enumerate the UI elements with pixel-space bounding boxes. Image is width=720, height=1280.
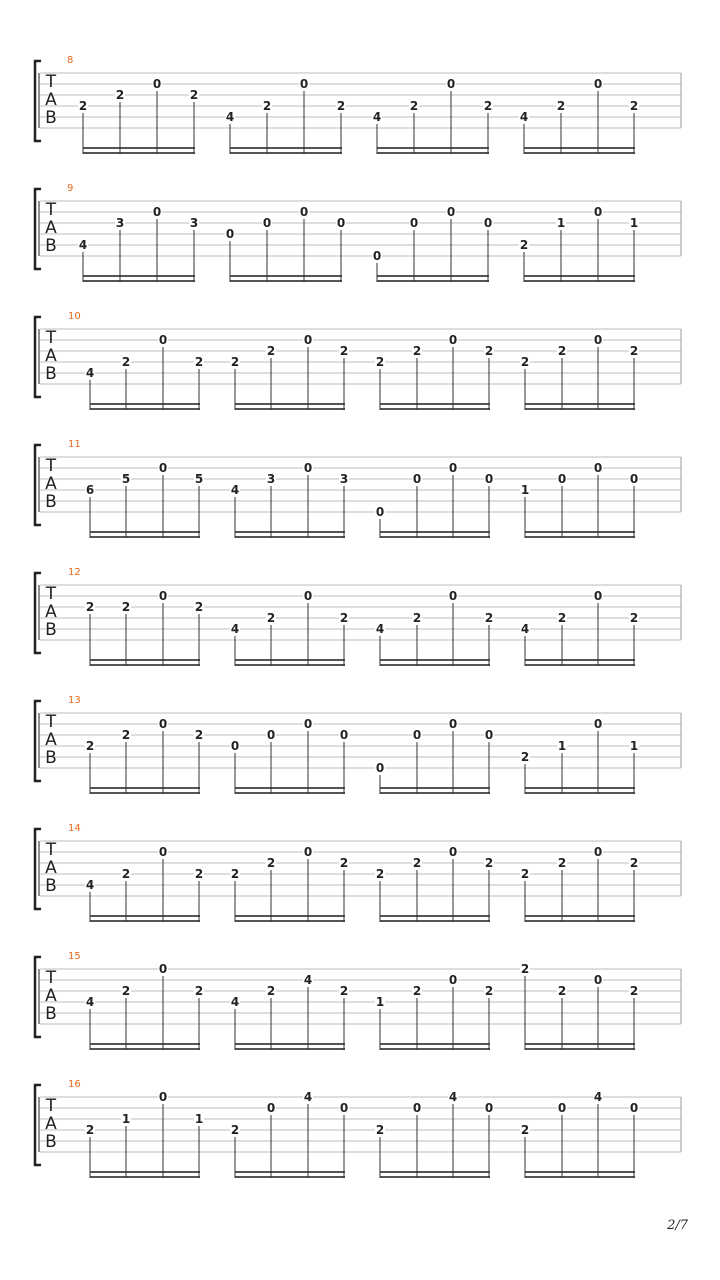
fret-number: 2 <box>121 984 131 998</box>
beam <box>377 152 489 154</box>
fret-number: 1 <box>557 739 567 753</box>
fret-number: 2 <box>115 88 125 102</box>
beam <box>83 280 195 282</box>
fret-number: 4 <box>230 622 240 636</box>
beam <box>380 536 490 538</box>
beam <box>235 531 345 533</box>
beam <box>380 659 490 661</box>
beam <box>380 531 490 533</box>
tab-clef-letter: T <box>45 840 57 860</box>
fret-number: 2 <box>520 867 530 881</box>
fret-number: 2 <box>483 99 493 113</box>
fret-number: 0 <box>303 333 313 347</box>
measure-number: 14 <box>68 823 81 834</box>
fret-number: 0 <box>448 973 458 987</box>
fret-number: 0 <box>152 77 162 91</box>
fret-number: 2 <box>85 1123 95 1137</box>
tab-clef-letter: T <box>45 328 57 348</box>
fret-number: 1 <box>121 1112 131 1126</box>
beam <box>90 787 200 789</box>
fret-number: 1 <box>629 216 639 230</box>
fret-number: 2 <box>266 611 276 625</box>
fret-number: 2 <box>266 344 276 358</box>
beam <box>90 1171 200 1173</box>
fret-number: 0 <box>448 717 458 731</box>
beam <box>235 659 345 661</box>
beam <box>525 915 635 917</box>
measure-number: 13 <box>68 695 81 706</box>
beam <box>524 275 635 277</box>
fret-number: 0 <box>266 1101 276 1115</box>
fret-number: 1 <box>629 739 639 753</box>
beam <box>524 280 635 282</box>
beam <box>377 275 489 277</box>
fret-number: 1 <box>556 216 566 230</box>
fret-number: 0 <box>448 589 458 603</box>
beam <box>230 147 342 149</box>
fret-number: 4 <box>375 622 385 636</box>
beam <box>235 920 345 922</box>
measure-number: 8 <box>67 55 74 66</box>
fret-number: 2 <box>375 1123 385 1137</box>
fret-number: 0 <box>158 333 168 347</box>
fret-number: 3 <box>339 472 349 486</box>
fret-number: 0 <box>448 461 458 475</box>
fret-number: 2 <box>557 984 567 998</box>
fret-number: 4 <box>85 995 95 1009</box>
beam <box>230 152 342 154</box>
fret-number: 2 <box>194 867 204 881</box>
fret-number: 0 <box>593 77 603 91</box>
beam <box>377 280 489 282</box>
fret-number: 0 <box>448 333 458 347</box>
beam <box>230 280 342 282</box>
measure-number: 9 <box>67 183 74 194</box>
beam <box>90 531 200 533</box>
fret-number: 3 <box>266 472 276 486</box>
fret-number: 2 <box>520 1123 530 1137</box>
fret-number: 4 <box>520 622 530 636</box>
fret-number: 0 <box>629 1101 639 1115</box>
measure-number: 15 <box>68 951 81 962</box>
fret-number: 0 <box>557 1101 567 1115</box>
beam <box>525 920 635 922</box>
beam <box>235 915 345 917</box>
beam <box>525 531 635 533</box>
fret-number: 0 <box>299 205 309 219</box>
beam <box>525 792 635 794</box>
fret-number: 2 <box>121 355 131 369</box>
fret-number: 0 <box>484 1101 494 1115</box>
tab-clef-letter: T <box>45 968 57 988</box>
tab-clef-letter: B <box>45 236 57 256</box>
fret-number: 2 <box>629 611 639 625</box>
fret-number: 0 <box>412 1101 422 1115</box>
fret-number: 0 <box>446 205 456 219</box>
fret-number: 2 <box>85 600 95 614</box>
beam <box>90 664 200 666</box>
fret-number: 0 <box>303 717 313 731</box>
tab-clef-letter: B <box>45 748 57 768</box>
beam <box>525 1048 635 1050</box>
tab-clef-letter: A <box>45 90 57 110</box>
tab-clef-letter: T <box>45 584 57 604</box>
fret-number: 2 <box>230 355 240 369</box>
beam <box>380 915 490 917</box>
beam <box>235 1176 345 1178</box>
fret-number: 0 <box>158 461 168 475</box>
fret-number: 5 <box>194 472 204 486</box>
beam <box>525 659 635 661</box>
fret-number: 2 <box>484 856 494 870</box>
fret-number: 2 <box>520 750 530 764</box>
fret-number: 0 <box>484 472 494 486</box>
beam <box>380 1171 490 1173</box>
fret-number: 0 <box>593 717 603 731</box>
fret-number: 1 <box>194 1112 204 1126</box>
beam <box>235 664 345 666</box>
measure-number: 12 <box>68 567 81 578</box>
fret-number: 2 <box>85 739 95 753</box>
beam <box>380 920 490 922</box>
tab-clef-letter: B <box>45 364 57 384</box>
fret-number: 0 <box>225 227 235 241</box>
beam <box>524 147 635 149</box>
fret-number: 4 <box>448 1090 458 1104</box>
beam <box>90 403 200 405</box>
beam <box>83 275 195 277</box>
beam <box>380 1176 490 1178</box>
fret-number: 0 <box>262 216 272 230</box>
measure-number: 11 <box>68 439 81 450</box>
beam <box>83 152 195 154</box>
fret-number: 4 <box>225 110 235 124</box>
fret-number: 4 <box>230 995 240 1009</box>
fret-number: 2 <box>121 728 131 742</box>
tab-clef-letter: A <box>45 1114 57 1134</box>
fret-number: 4 <box>303 1090 313 1104</box>
fret-number: 2 <box>230 867 240 881</box>
fret-number: 2 <box>412 611 422 625</box>
beam <box>235 1048 345 1050</box>
beam <box>90 915 200 917</box>
fret-number: 6 <box>85 483 95 497</box>
beam <box>525 664 635 666</box>
fret-number: 0 <box>412 472 422 486</box>
fret-number: 0 <box>409 216 419 230</box>
tab-clef-letter: T <box>45 1096 57 1116</box>
fret-number: 0 <box>593 589 603 603</box>
tab-clef-letter: A <box>45 986 57 1006</box>
fret-number: 2 <box>484 611 494 625</box>
fret-number: 2 <box>339 984 349 998</box>
fret-number: 0 <box>266 728 276 742</box>
fret-number: 2 <box>194 600 204 614</box>
beam <box>235 403 345 405</box>
tab-clef-letter: B <box>45 108 57 128</box>
fret-number: 2 <box>230 1123 240 1137</box>
fret-number: 1 <box>375 995 385 1009</box>
tab-clef-letter: B <box>45 1132 57 1152</box>
fret-number: 0 <box>336 216 346 230</box>
beam <box>380 1048 490 1050</box>
fret-number: 2 <box>339 611 349 625</box>
fret-number: 2 <box>121 600 131 614</box>
beam <box>230 275 342 277</box>
beam <box>235 536 345 538</box>
fret-number: 2 <box>375 867 385 881</box>
fret-number: 2 <box>266 856 276 870</box>
fret-number: 2 <box>336 99 346 113</box>
beam <box>380 787 490 789</box>
fret-number: 0 <box>303 589 313 603</box>
fret-number: 0 <box>448 845 458 859</box>
fret-number: 2 <box>484 344 494 358</box>
fret-number: 0 <box>158 717 168 731</box>
fret-number: 2 <box>484 984 494 998</box>
fret-number: 0 <box>484 728 494 742</box>
fret-number: 0 <box>557 472 567 486</box>
beam <box>525 403 635 405</box>
beam <box>380 403 490 405</box>
fret-number: 2 <box>189 88 199 102</box>
fret-number: 3 <box>189 216 199 230</box>
fret-number: 2 <box>412 856 422 870</box>
fret-number: 4 <box>519 110 529 124</box>
tab-clef-letter: A <box>45 218 57 238</box>
fret-number: 2 <box>266 984 276 998</box>
fret-number: 2 <box>520 962 530 976</box>
beam <box>377 147 489 149</box>
beam <box>380 664 490 666</box>
fret-number: 0 <box>375 761 385 775</box>
fret-number: 2 <box>194 728 204 742</box>
fret-number: 4 <box>85 366 95 380</box>
fret-number: 0 <box>593 333 603 347</box>
fret-number: 0 <box>299 77 309 91</box>
tab-clef-letter: B <box>45 1004 57 1024</box>
beam <box>90 536 200 538</box>
fret-number: 5 <box>121 472 131 486</box>
tab-clef-letter: A <box>45 730 57 750</box>
beam <box>90 1048 200 1050</box>
fret-number: 0 <box>412 728 422 742</box>
fret-number: 2 <box>556 99 566 113</box>
beam <box>90 659 200 661</box>
fret-number: 0 <box>446 77 456 91</box>
beam <box>380 408 490 410</box>
beam <box>90 792 200 794</box>
beam <box>235 792 345 794</box>
beam <box>380 792 490 794</box>
fret-number: 2 <box>78 99 88 113</box>
measure-number: 16 <box>68 1079 81 1090</box>
fret-number: 0 <box>629 472 639 486</box>
fret-number: 2 <box>262 99 272 113</box>
beam <box>525 1176 635 1178</box>
fret-number: 0 <box>158 1090 168 1104</box>
fret-number: 4 <box>303 973 313 987</box>
fret-number: 0 <box>158 845 168 859</box>
fret-number: 4 <box>78 238 88 252</box>
beam <box>90 408 200 410</box>
fret-number: 2 <box>194 984 204 998</box>
beam <box>525 1171 635 1173</box>
fret-number: 0 <box>158 589 168 603</box>
fret-number: 0 <box>339 1101 349 1115</box>
beam <box>235 1043 345 1045</box>
measure-number: 10 <box>68 311 81 322</box>
fret-number: 0 <box>339 728 349 742</box>
beam <box>83 147 195 149</box>
fret-number: 2 <box>557 856 567 870</box>
beam <box>525 1043 635 1045</box>
beam <box>525 536 635 538</box>
tab-clef-letter: T <box>45 200 57 220</box>
fret-number: 0 <box>593 205 603 219</box>
beam <box>235 787 345 789</box>
beam <box>90 1043 200 1045</box>
fret-number: 0 <box>303 845 313 859</box>
page-number: 2/7 <box>667 1218 688 1233</box>
tab-clef-letter: B <box>45 492 57 512</box>
beam <box>524 152 635 154</box>
fret-number: 4 <box>372 110 382 124</box>
beam <box>235 408 345 410</box>
fret-number: 2 <box>520 355 530 369</box>
tab-clef-letter: A <box>45 474 57 494</box>
fret-number: 2 <box>557 344 567 358</box>
fret-number: 0 <box>152 205 162 219</box>
fret-number: 2 <box>629 984 639 998</box>
fret-number: 2 <box>412 984 422 998</box>
fret-number: 4 <box>593 1090 603 1104</box>
fret-number: 2 <box>412 344 422 358</box>
beam <box>90 920 200 922</box>
fret-number: 2 <box>557 611 567 625</box>
fret-number: 0 <box>375 505 385 519</box>
tab-clef-letter: T <box>45 712 57 732</box>
fret-number: 3 <box>115 216 125 230</box>
tab-clef-letter: T <box>45 72 57 92</box>
fret-number: 0 <box>372 249 382 263</box>
beam <box>525 408 635 410</box>
tab-clef-letter: A <box>45 858 57 878</box>
fret-number: 2 <box>519 238 529 252</box>
fret-number: 2 <box>339 344 349 358</box>
fret-number: 0 <box>593 973 603 987</box>
tab-clef-letter: B <box>45 620 57 640</box>
tab-clef-letter: T <box>45 456 57 476</box>
tab-clef-letter: A <box>45 602 57 622</box>
fret-number: 2 <box>629 344 639 358</box>
beam <box>90 1176 200 1178</box>
fret-number: 0 <box>303 461 313 475</box>
fret-number: 2 <box>121 867 131 881</box>
fret-number: 2 <box>629 856 639 870</box>
tab-clef-letter: B <box>45 876 57 896</box>
fret-number: 4 <box>85 878 95 892</box>
fret-number: 0 <box>593 461 603 475</box>
beam <box>380 1043 490 1045</box>
fret-number: 4 <box>230 483 240 497</box>
beam <box>235 1171 345 1173</box>
tab-clef-letter: A <box>45 346 57 366</box>
fret-number: 2 <box>194 355 204 369</box>
fret-number: 0 <box>158 962 168 976</box>
fret-number: 2 <box>339 856 349 870</box>
fret-number: 2 <box>409 99 419 113</box>
fret-number: 1 <box>520 483 530 497</box>
beam <box>525 787 635 789</box>
fret-number: 2 <box>629 99 639 113</box>
fret-number: 0 <box>230 739 240 753</box>
fret-number: 0 <box>593 845 603 859</box>
fret-number: 0 <box>483 216 493 230</box>
fret-number: 2 <box>375 355 385 369</box>
